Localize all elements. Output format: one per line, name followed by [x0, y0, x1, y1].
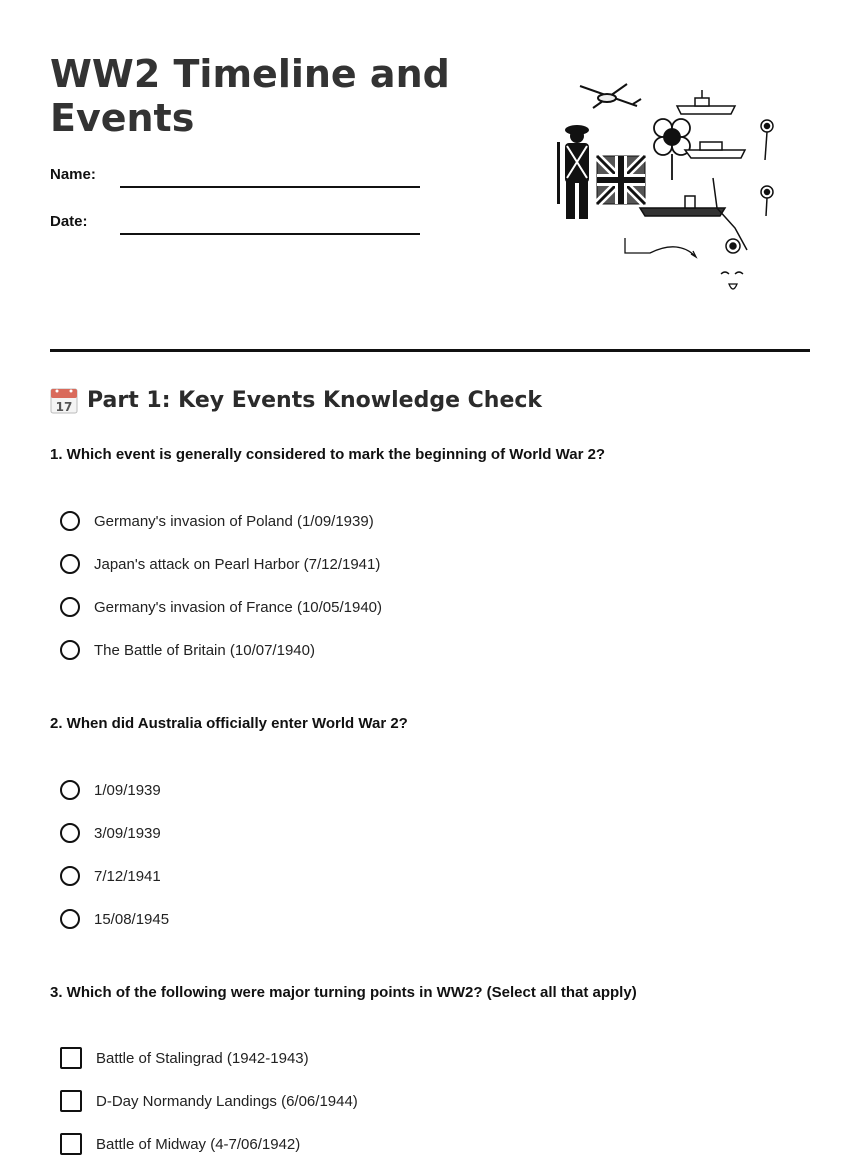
option-label: 3/09/1939: [94, 824, 161, 842]
question-2: 2. When did Australia officially enter World War 2?: [50, 715, 408, 732]
calendar-day: 17: [55, 400, 73, 414]
q2-option-3[interactable]: [60, 866, 161, 886]
question-1: 1. Which event is generally considered to mark the beginning of World War 2?: [50, 446, 606, 463]
option-label: 1/09/1939: [94, 781, 161, 799]
q1-option-1[interactable]: [60, 511, 374, 531]
checkbox[interactable]: [60, 1133, 82, 1155]
q2-option-1[interactable]: [60, 780, 161, 800]
radio-button[interactable]: [60, 640, 80, 660]
calendar-icon: [50, 386, 78, 414]
radio-button[interactable]: [60, 554, 80, 574]
q3-option-3[interactable]: [60, 1133, 300, 1155]
checkbox[interactable]: [60, 1047, 82, 1069]
option-label: 7/12/1941: [94, 867, 161, 885]
option-label: 15/08/1945: [94, 910, 170, 928]
option-label: The Battle of Britain (10/07/1940): [94, 641, 315, 659]
date-label: Date:: [50, 213, 88, 230]
section-title: [50, 386, 542, 414]
q3-option-2[interactable]: [60, 1090, 358, 1112]
option-label: Battle of Midway (4-7/06/1942): [96, 1135, 301, 1153]
option-label: Japan's attack on Pearl Harbor (7/12/1941): [94, 555, 381, 573]
ww2-collage-illustration: [545, 78, 795, 303]
q3-option-1[interactable]: [60, 1047, 309, 1069]
header-divider: [50, 349, 810, 352]
q2-option-4[interactable]: [60, 909, 169, 929]
q1-option-4[interactable]: [60, 640, 315, 660]
q2-option-2[interactable]: [60, 823, 161, 843]
option-label: Battle of Stalingrad (1942-1943): [96, 1049, 309, 1067]
option-label: Germany's invasion of France (10/05/1940): [94, 598, 383, 616]
checkbox[interactable]: [60, 1090, 82, 1112]
radio-button[interactable]: [60, 597, 80, 617]
option-label: Germany's invasion of Poland (1/09/1939): [94, 512, 374, 530]
q1-option-2[interactable]: [60, 554, 380, 574]
date-field[interactable]: [120, 233, 420, 235]
name-label: Name:: [50, 166, 96, 183]
radio-button[interactable]: [60, 866, 80, 886]
radio-button[interactable]: [60, 780, 80, 800]
section-title-text: Part 1: Key Events Knowledge Check: [87, 387, 543, 413]
radio-button[interactable]: [60, 511, 80, 531]
radio-button[interactable]: [60, 823, 80, 843]
radio-button[interactable]: [60, 909, 80, 929]
page-title: WW2 Timeline and Events: [50, 52, 450, 140]
q1-option-3[interactable]: [60, 597, 382, 617]
question-3: 3. Which of the following were major turning points in WW2? (Select all that apply): [50, 984, 637, 1001]
name-field[interactable]: [120, 186, 420, 188]
option-label: D-Day Normandy Landings (6/06/1944): [96, 1092, 358, 1110]
